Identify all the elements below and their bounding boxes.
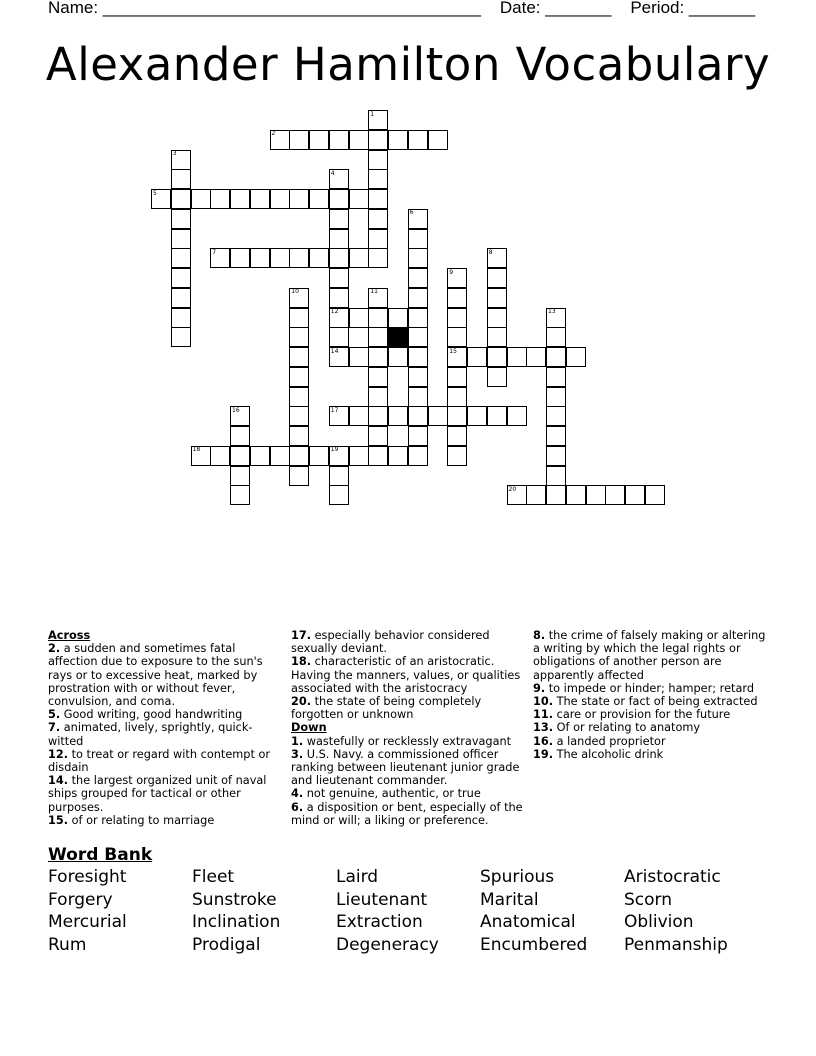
crossword-cell[interactable] xyxy=(210,189,230,209)
clue-text: not genuine, authentic, or true xyxy=(303,787,481,801)
crossword-grid xyxy=(0,0,816,520)
crossword-cell[interactable] xyxy=(171,308,191,328)
word-bank-item: Prodigal xyxy=(192,934,261,955)
crossword-cell[interactable] xyxy=(289,308,309,328)
crossword-cell[interactable] xyxy=(368,308,388,328)
crossword-cell[interactable] xyxy=(408,426,428,446)
crossword-cell[interactable] xyxy=(368,229,388,249)
clue-number-label: 8. xyxy=(533,629,546,642)
clue-number-label: 18. xyxy=(291,655,312,669)
clue-text: a landed proprietor xyxy=(553,734,666,748)
clue-number: 7 xyxy=(212,248,217,256)
crossword-cell[interactable] xyxy=(507,347,527,367)
clue-number: 1 xyxy=(370,110,375,118)
crossword-cell[interactable] xyxy=(329,466,349,486)
clue-number-label: 14. xyxy=(48,774,69,788)
clue-number-label: 16. xyxy=(533,734,554,748)
clue-text: characteristic of an aristocratic. Having the manners, values, or qualities associated with the aristocracy xyxy=(291,655,521,695)
word-bank xyxy=(48,866,768,956)
crossword-cell[interactable] xyxy=(230,248,250,268)
clue-number: 19 xyxy=(330,446,339,454)
crossword-cell[interactable] xyxy=(329,209,349,229)
crossword-cell[interactable] xyxy=(566,347,586,367)
clue-number: 11 xyxy=(370,288,378,296)
crossword-cell[interactable] xyxy=(329,189,349,209)
clue-text: the state of being completely forgotten or unknown xyxy=(291,695,482,722)
crossword-cell[interactable] xyxy=(230,426,250,446)
crossword-cell[interactable] xyxy=(210,446,230,466)
crossword-cell[interactable] xyxy=(447,406,467,426)
clue-text: to impede or hinder; hamper; retard xyxy=(545,681,754,695)
crossword-cell[interactable] xyxy=(586,485,606,505)
clue-number-label: 9. xyxy=(533,681,546,695)
crossword-cell[interactable] xyxy=(447,446,467,466)
down-clue xyxy=(533,682,768,695)
crossword-cell[interactable] xyxy=(230,446,250,466)
crossword-cell[interactable] xyxy=(388,406,408,426)
clue-text: the largest organized unit of naval ships grouped for tactical or other purposes. xyxy=(48,774,267,814)
crossword-cell[interactable] xyxy=(408,288,428,308)
down-clue xyxy=(291,748,523,788)
crossword-cell[interactable] xyxy=(250,189,270,209)
crossword-cell[interactable] xyxy=(171,169,191,189)
crossword-cell[interactable] xyxy=(230,466,250,486)
across-clue xyxy=(48,814,278,827)
crossword-cell[interactable] xyxy=(349,130,369,150)
crossword-cell[interactable] xyxy=(388,130,408,150)
crossword-cell[interactable] xyxy=(329,229,349,249)
clue-number-label: 13. xyxy=(533,721,554,735)
crossword-cell[interactable] xyxy=(408,229,428,249)
clue-text: Of or relating to anatomy xyxy=(553,721,701,735)
crossword-cell[interactable] xyxy=(408,387,428,407)
crossword-cell[interactable] xyxy=(368,406,388,426)
crossword-cell[interactable] xyxy=(329,327,349,347)
crossword-cell[interactable] xyxy=(368,387,388,407)
crossword-cell[interactable] xyxy=(289,248,309,268)
crossword-cell[interactable] xyxy=(250,446,270,466)
word-bank-item: Laird xyxy=(336,867,379,887)
across-header: Across xyxy=(48,629,91,642)
clue-number-label: 2. xyxy=(48,642,61,656)
crossword-cell[interactable] xyxy=(289,189,309,209)
clue-number: 3 xyxy=(172,150,177,157)
crossword-cell[interactable] xyxy=(487,288,507,308)
word-bank-title: Word Bank xyxy=(48,845,153,865)
crossword-cell[interactable] xyxy=(447,426,467,446)
crossword-cell[interactable] xyxy=(289,130,309,150)
down-clue xyxy=(533,629,768,682)
clue-text: The alcoholic drink xyxy=(553,747,664,761)
crossword-cell[interactable] xyxy=(270,189,290,209)
period-field[interactable]: Period: _______ xyxy=(630,0,756,17)
crossword-cell[interactable] xyxy=(309,248,329,268)
word-bank-item: Mercurial xyxy=(48,912,127,933)
crossword-cell[interactable] xyxy=(329,485,349,505)
across-clue xyxy=(291,655,523,695)
clue-number: 13 xyxy=(548,308,556,315)
crossword-cell[interactable] xyxy=(447,288,467,308)
clue-number-label: 5. xyxy=(48,708,61,722)
crossword-cell[interactable] xyxy=(408,130,428,150)
crossword-cell[interactable] xyxy=(349,347,369,367)
crossword-cell[interactable] xyxy=(368,209,388,229)
crossword-cell[interactable] xyxy=(349,406,369,426)
clue-number: 14 xyxy=(330,347,339,355)
word-bank-item: Penmanship xyxy=(624,934,728,955)
word-bank-item: Fleet xyxy=(192,867,235,887)
clue-text: of or relating to marriage xyxy=(68,813,215,827)
down-clue xyxy=(533,721,768,734)
word-bank-item: Spurious xyxy=(480,867,555,887)
word-bank-item: Sunstroke xyxy=(192,889,277,910)
clue-number-label: 11. xyxy=(533,708,554,722)
word-bank-item: Oblivion xyxy=(624,912,694,933)
crossword-cell[interactable] xyxy=(368,150,388,170)
crossword-cell[interactable] xyxy=(566,485,586,505)
crossword-cell[interactable] xyxy=(309,446,329,466)
crossword-cell[interactable] xyxy=(368,130,388,150)
crossword-cell[interactable] xyxy=(368,347,388,367)
crossword-cell[interactable] xyxy=(408,327,428,347)
crossword-cell[interactable] xyxy=(289,466,309,486)
crossword-cell[interactable] xyxy=(447,367,467,387)
page-title: Alexander Hamilton Vocabulary xyxy=(45,38,771,91)
clue-text: to treat or regard with contempt or disdain xyxy=(48,747,271,775)
crossword-cell[interactable] xyxy=(349,189,369,209)
crossword-cell[interactable] xyxy=(625,485,645,505)
crossword-cell[interactable] xyxy=(368,426,388,446)
crossword-cell[interactable] xyxy=(171,209,191,229)
crossword-cell[interactable] xyxy=(270,446,290,466)
clue-number-label: 20. xyxy=(291,695,312,709)
clue-number-label: 15. xyxy=(48,813,69,827)
crossword-cell[interactable] xyxy=(546,466,566,486)
crossword-cell[interactable] xyxy=(467,347,487,367)
crossword-cell[interactable] xyxy=(546,426,566,446)
clue-text: a disposition or bent, especially of the mind or will; a liking or preference. xyxy=(291,800,523,827)
clue-number-label: 1. xyxy=(291,734,304,748)
word-bank-item: Scorn xyxy=(624,889,673,910)
clue-text: Good writing, good handwriting xyxy=(60,708,243,722)
crossword-cell[interactable] xyxy=(388,347,408,367)
date-field[interactable]: Date: _______ xyxy=(499,0,612,17)
crossword-cell[interactable] xyxy=(487,367,507,387)
crossword-cell[interactable] xyxy=(171,268,191,288)
clue-number-label: 19. xyxy=(533,747,554,761)
word-bank-item: Aristocratic xyxy=(624,867,721,887)
crossword-cell[interactable] xyxy=(388,308,408,328)
crossword-cell[interactable] xyxy=(428,130,448,150)
crossword-cell[interactable] xyxy=(467,406,487,426)
down-header: Down xyxy=(291,721,327,735)
crossword-cell[interactable] xyxy=(368,189,388,209)
clue-number: 15 xyxy=(449,347,457,355)
crossword-cell[interactable] xyxy=(546,327,566,347)
clue-number-label: 12. xyxy=(48,747,69,761)
clue-number-label: 7. xyxy=(48,721,61,735)
crossword-cell[interactable] xyxy=(546,367,566,387)
crossword-cell[interactable] xyxy=(487,327,507,347)
clue-number: 18 xyxy=(192,446,201,454)
crossword-cell[interactable] xyxy=(546,446,566,466)
down-clue xyxy=(291,735,523,748)
down-clue xyxy=(533,708,768,721)
crossword-cell[interactable] xyxy=(487,308,507,328)
clue-number-label: 4. xyxy=(291,787,304,801)
down-clue xyxy=(533,735,768,748)
clues-column-3 xyxy=(533,629,768,761)
clue-text: a sudden and sometimes fatal affection due to exposure to the sun's rays or to excessive heat, marked by prostration with or without fever, convulsion, and coma. xyxy=(48,642,263,709)
clue-text: care or provision for the future xyxy=(553,708,731,722)
crossword-cell[interactable] xyxy=(309,189,329,209)
crossword-cell[interactable] xyxy=(447,387,467,407)
crossword-cell[interactable] xyxy=(447,308,467,328)
clue-number: 4 xyxy=(330,169,335,177)
crossword-cell[interactable] xyxy=(487,347,507,367)
word-bank-item: Rum xyxy=(48,934,87,955)
across-clue xyxy=(48,748,278,774)
crossword-cell[interactable] xyxy=(329,248,349,268)
word-bank-item: Encumbered xyxy=(480,934,588,955)
clue-number: 16 xyxy=(232,406,240,414)
word-bank-item: Extraction xyxy=(336,912,423,933)
crossword-cell[interactable] xyxy=(546,485,566,505)
crossword-cell[interactable] xyxy=(349,308,369,328)
word-bank-item: Inclination xyxy=(192,912,281,933)
across-clue xyxy=(48,721,278,747)
crossword-cell[interactable] xyxy=(605,485,625,505)
across-clue xyxy=(291,629,523,655)
clue-number-label: 6. xyxy=(291,800,304,814)
blocked-cell xyxy=(388,327,408,347)
word-bank-item: Degeneracy xyxy=(336,934,439,955)
crossword-cell[interactable] xyxy=(408,406,428,426)
clue-number: 17 xyxy=(330,406,339,414)
crossword-cell[interactable] xyxy=(289,406,309,426)
crossword-cell[interactable] xyxy=(230,485,250,505)
crossword-cell[interactable] xyxy=(546,347,566,367)
crossword-cell[interactable] xyxy=(329,268,349,288)
crossword-cell[interactable] xyxy=(171,229,191,249)
word-bank-item: Foresight xyxy=(48,867,127,887)
crossword-cell[interactable] xyxy=(191,189,211,209)
clue-number: 10 xyxy=(291,288,299,296)
clue-number: 20 xyxy=(508,485,517,493)
clue-number-label: 3. xyxy=(291,747,304,761)
crossword-cell[interactable] xyxy=(230,189,250,209)
crossword-cell[interactable] xyxy=(171,288,191,308)
crossword-cell[interactable] xyxy=(526,347,546,367)
crossword-cell[interactable] xyxy=(329,288,349,308)
crossword-cell[interactable] xyxy=(309,130,329,150)
clue-number: 9 xyxy=(449,268,454,276)
crossword-cell[interactable] xyxy=(408,268,428,288)
down-clue xyxy=(291,801,523,827)
down-clue xyxy=(533,748,768,761)
crossword-cell[interactable] xyxy=(487,268,507,288)
crossword-cell[interactable] xyxy=(289,387,309,407)
crossword-cell[interactable] xyxy=(408,347,428,367)
crossword-cell[interactable] xyxy=(289,327,309,347)
down-clue xyxy=(533,695,768,708)
crossword-cell[interactable] xyxy=(447,327,467,347)
clue-number: 12 xyxy=(330,308,339,315)
crossword-cell[interactable] xyxy=(289,446,309,466)
clue-number-label: 17. xyxy=(291,629,312,642)
across-clue xyxy=(291,695,523,721)
crossword-cell[interactable] xyxy=(349,248,369,268)
crossword-cell[interactable] xyxy=(546,406,566,426)
crossword-cell[interactable] xyxy=(368,327,388,347)
word-bank-item: Forgery xyxy=(48,889,113,910)
clue-number: 5 xyxy=(153,189,157,197)
crossword-cell[interactable] xyxy=(645,485,665,505)
clue-text: especially behavior considered sexually deviant. xyxy=(291,629,490,656)
crossword-cell[interactable] xyxy=(368,367,388,387)
crossword-cell[interactable] xyxy=(507,406,527,426)
crossword-cell[interactable] xyxy=(329,130,349,150)
crossword-cell[interactable] xyxy=(250,248,270,268)
clue-text: U.S. Navy. a commissioned officer ranking between lieutenant junior grade and lieutenant commander. xyxy=(291,747,520,788)
crossword-cell[interactable] xyxy=(408,308,428,328)
crossword-cell[interactable] xyxy=(526,485,546,505)
crossword-cell[interactable] xyxy=(368,248,388,268)
crossword-cell[interactable] xyxy=(408,367,428,387)
clue-text: the crime of falsely making or altering a writing by which the legal rights or obligations of another person are apparently affected xyxy=(533,629,766,682)
across-clue xyxy=(48,708,278,721)
crossword-cell[interactable] xyxy=(408,446,428,466)
clue-text: animated, lively, sprightly, quick-witted xyxy=(48,721,253,748)
down-clue xyxy=(291,787,523,800)
name-field[interactable]: Name: ________________________________________ xyxy=(48,0,481,17)
crossword-cell[interactable] xyxy=(368,446,388,466)
crossword-cell[interactable] xyxy=(270,248,290,268)
clues-column-1 xyxy=(48,629,278,827)
crossword-cell[interactable] xyxy=(289,426,309,446)
word-bank-item: Marital xyxy=(480,889,539,910)
word-bank-item: Lieutenant xyxy=(336,889,428,910)
across-clue xyxy=(48,774,278,814)
crossword-cell[interactable] xyxy=(368,169,388,189)
clue-number-label: 10. xyxy=(533,695,554,709)
clues-column-2 xyxy=(291,629,523,827)
crossword-cell[interactable] xyxy=(428,406,448,426)
crossword-cell[interactable] xyxy=(546,387,566,407)
crossword-cell[interactable] xyxy=(408,248,428,268)
word-bank-item: Anatomical xyxy=(480,912,576,933)
crossword-cell[interactable] xyxy=(349,446,369,466)
clue-text: wastefully or recklessly extravagant xyxy=(303,734,512,748)
clue-number: 2 xyxy=(271,130,276,138)
clue-text: The state or fact of being extracted xyxy=(553,695,758,709)
crossword-cell[interactable] xyxy=(171,327,191,347)
crossword-cell[interactable] xyxy=(388,446,408,466)
across-clue xyxy=(48,642,278,708)
crossword-cell[interactable] xyxy=(171,189,191,209)
crossword-cell[interactable] xyxy=(289,367,309,387)
crossword-cell[interactable] xyxy=(171,248,191,268)
crossword-cell[interactable] xyxy=(289,347,309,367)
clue-number: 6 xyxy=(409,209,414,217)
crossword-cell[interactable] xyxy=(487,406,507,426)
clue-number: 8 xyxy=(488,248,493,256)
